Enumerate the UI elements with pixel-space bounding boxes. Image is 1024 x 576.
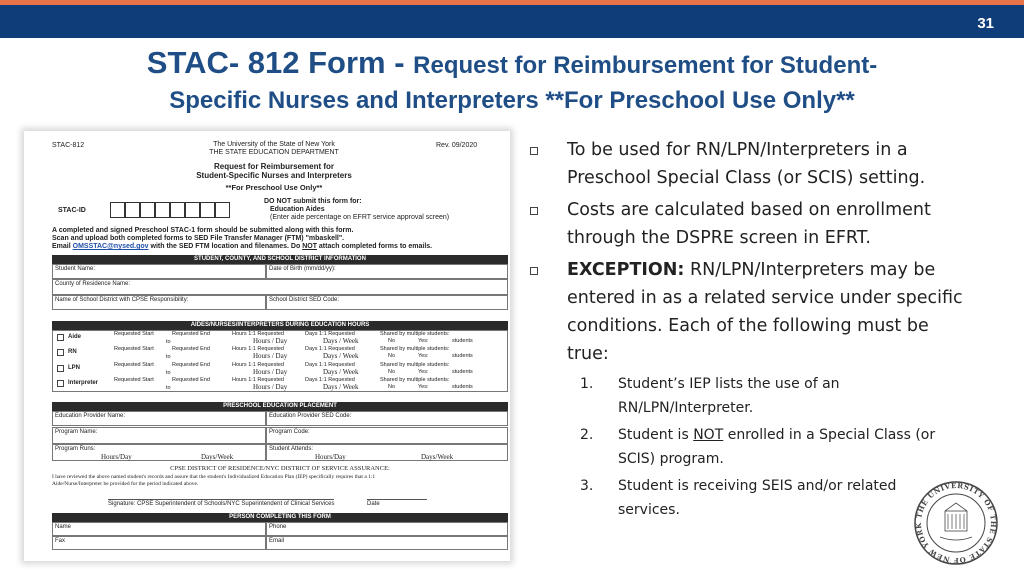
top-banner	[0, 0, 1024, 38]
phone-field: Phone	[266, 522, 508, 536]
row-rn: RN	[68, 349, 77, 355]
square-bullet-icon	[530, 207, 538, 215]
assurance-text-1: I have reviewed the above named student's records and assure that the student's Individualized Education Plan (IEP) specifically requires that a 1:1	[52, 474, 376, 480]
svg-text:THE UNIVERSITY OF THE STATE OF: THE UNIVERSITY OF THE STATE OF NEW YORK	[914, 481, 998, 565]
form-instruction-1: A completed and signed Preschool STAC-1 form should be submitted along with this form.	[52, 227, 354, 234]
title-line2: Specific Nurses and Interpreters **For Preschool Use Only**	[169, 87, 855, 114]
school-district-field: Name of School District with CPSE Responsibility:	[52, 295, 266, 310]
item-number: 1.	[580, 376, 594, 392]
stac-id-label: STAC-ID	[58, 207, 86, 214]
section-student-info: STUDENT, COUNTY, AND SCHOOL DISTRICT INFORMATION	[52, 255, 508, 264]
id-digit-box	[110, 202, 125, 218]
stac-812-form-image: STAC-812 The University of the State of New York THE STATE EDUCATION DEPARTMENT Rev. 09/2020 Request for Reimbursement for Student-Specific Nurses and Interpreters **For Preschool Use Only** STAC-ID DO NOT submit this form for: Education Aides (Enter aide percentage on EFRT service approval screen) A completed and signed Preschool STAC-1 form should be submitted along with this form. Scan and upload both completed forms to SED File Transfer Manager (FTM) "mbaskell". Email OMSSTAC@nysed.gov with the SED FTM location and filenames. Do NOT attach completed forms to emails. STUDENT, COUNTY, AND SCHOOL DISTRICT INFORMATION Student Name: Date of Birth (mm/dd/yy): County of Residence Name: Name of School District with CPSE Responsibility: School District SED Code: AIDES/NURSES/INTERPRETERS DURING EDUCATION HOURS Aide RN LPN Interpreter Requested Start Requested End to Hours 1:1 Requested Hours / Day Days 1:1 Requested Days / Week Shared by multiple students: No Yes: students Requested Start Requested End to Hours 1:1 Requested Hours / Day Days 1:1 Requested Days / Week Shared by multiple students: No Yes: students Requested Start Requested End to Hours 1:1 Requested Hours / Day Days 1:1 Requested Days / Week Shared by multiple students: No Yes: students Requested Start Requested End to Hours 1:1 Requested Hours / Day Days 1:1 Requested Days / Week Shared by multiple students: No Yes: students PRESCHOOL EDUCATION PLACEMENT Education Provider Name: Education Provider SED Code: Program Name: Program Code: Program Runs: Hours/Day Days/Week Student Attends: Hours/Day Days/Week CPSE DISTRICT OF RESIDENCE/NYC DISTRICT OF SERVICE ASSURANCE: I have reviewed the above named student's records and assure that the student's Individualized Education Plan (IEP) specifically requires that a 1:1 Aide/Nurse/Interpreter be provided for the period indicated above. Signature: CPSE Superintendent of Schools/NYC Superintendent of Clinical Services Date PERSON COMPLETING THIS FORM Name Phone Fax Email	[24, 131, 510, 561]
provider-name-field: Education Provider Name:	[52, 411, 266, 426]
form-department: THE STATE EDUCATION DEPARTMENT	[209, 149, 339, 156]
form-instruction-3: Email OMSSTAC@nysed.gov with the SED FTM location and filenames. Do NOT attach completed forms to emails.	[52, 243, 433, 250]
item-number: 3.	[580, 478, 594, 494]
id-digit-box	[185, 202, 200, 218]
name-field: Name	[52, 522, 266, 536]
aide-checkbox	[57, 334, 64, 341]
square-bullet-icon	[530, 147, 538, 155]
university-seal-icon	[914, 481, 998, 565]
sed-code-field: School District SED Code:	[266, 295, 508, 310]
email-field: Email	[266, 536, 508, 550]
form-rev: Rev. 09/2020	[436, 142, 478, 149]
section-aides-nurses: AIDES/NURSES/INTERPRETERS DURING EDUCATION HOURS	[52, 321, 508, 330]
signature-line: Signature: CPSE Superintendent of Schools/NYC Superintendent of Clinical Services	[108, 501, 335, 507]
item-number: 2.	[580, 427, 594, 443]
county-field: County of Residence Name:	[52, 279, 508, 295]
form-exclusion: Education Aides	[270, 206, 325, 213]
title-part1: STAC- 812 Form -	[146, 45, 414, 80]
lpn-checkbox	[57, 365, 64, 372]
square-bullet-icon	[530, 267, 538, 275]
bullet-text: Costs are calculated based on enrollment through the DSPRE screen in EFRT.	[567, 200, 931, 248]
row-aide: Aide	[68, 334, 82, 340]
student-name-field: Student Name:	[52, 264, 266, 279]
form-instruction-2: Scan and upload both completed forms to SED File Transfer Manager (FTM) "mbaskell".	[52, 235, 345, 242]
form-university: The University of the State of New York	[213, 141, 335, 148]
bullet-text: To be used for RN/LPN/Interpreters in a Preschool Special Class (or SCIS) setting.	[567, 140, 926, 188]
interpreter-checkbox	[57, 380, 64, 387]
slide-number: 31	[977, 15, 994, 32]
dob-field: Date of Birth (mm/dd/yy):	[266, 264, 508, 279]
section-placement: PRESCHOOL EDUCATION PLACEMENT	[52, 402, 508, 411]
bullet-text: EXCEPTION: RN/LPN/Interpreters may be entered in as a related service under specific conditions. Each of the following must be true:	[567, 260, 963, 364]
provider-code-field: Education Provider SED Code:	[266, 411, 508, 426]
program-code-field: Program Code:	[266, 427, 508, 444]
id-digit-box	[155, 202, 170, 218]
row-interpreter: Interpreter	[68, 380, 99, 386]
id-digit-box	[215, 202, 230, 218]
program-name-field: Program Name:	[52, 427, 266, 444]
assurance-text-2: Aide/Nurse/Interpreter be provided for the period indicated above.	[52, 481, 199, 487]
id-digit-box	[140, 202, 155, 218]
form-heading1: Request for Reimbursement for	[213, 162, 335, 171]
item-text: Student’s IEP lists the use of an RN/LPN/Interpreter.	[618, 376, 840, 416]
exception-label: EXCEPTION:	[567, 260, 685, 280]
slide-title	[0, 44, 1024, 117]
form-heading3: **For Preschool Use Only**	[225, 183, 323, 192]
title-part2: Request for Reimbursement for Student-	[413, 52, 878, 79]
form-heading2: Student-Specific Nurses and Interpreters	[196, 171, 352, 180]
form-code: STAC-812	[52, 142, 85, 149]
form-do-not: DO NOT submit this form for:	[264, 198, 362, 205]
row-lpn: LPN	[68, 365, 80, 371]
id-digit-box	[200, 202, 215, 218]
rn-checkbox	[57, 349, 64, 356]
fax-field: Fax	[52, 536, 266, 550]
date-line: Date	[367, 499, 427, 507]
student-attends-field: Student Attends: Hours/Day Days/Week	[266, 444, 508, 461]
program-runs-field: Program Runs: Hours/Day Days/Week	[52, 444, 266, 461]
item-text: Student is receiving SEIS and/or related services.	[618, 478, 897, 518]
form-exclusion-note: (Enter aide percentage on EFRT service approval screen)	[270, 214, 450, 221]
id-digit-box	[170, 202, 185, 218]
id-digit-box	[125, 202, 140, 218]
item-text: Student is NOT enrolled in a Special Class (or SCIS) program.	[618, 427, 936, 467]
section-person-completing: PERSON COMPLETING THIS FORM	[52, 513, 508, 522]
assurance-title: CPSE DISTRICT OF RESIDENCE/NYC DISTRICT OF SERVICE ASSURANCE:	[170, 465, 390, 472]
